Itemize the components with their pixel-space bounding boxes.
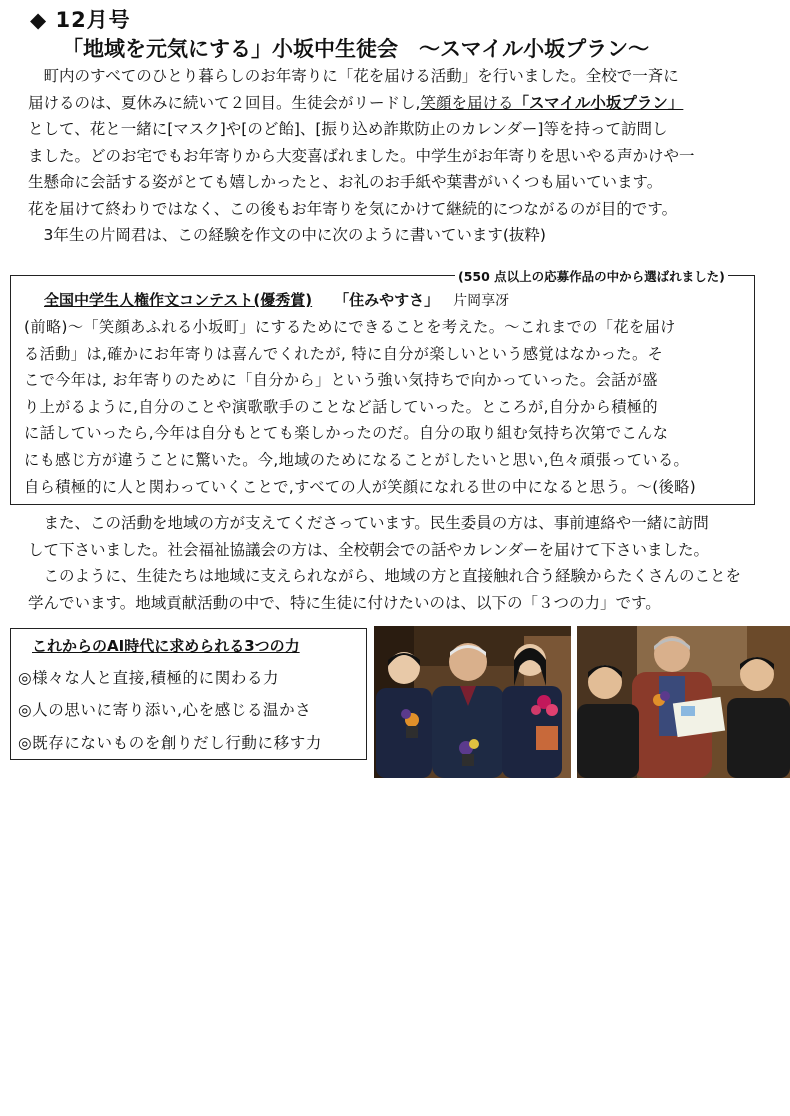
essay-line: にも感じ方が違うことに驚いた。今,地域のためになることがしたいと思い,色々頑張っている。 — [24, 450, 690, 469]
essay-title: 「住みやすさ」 — [334, 291, 440, 309]
intro-line — [28, 90, 758, 117]
essay-line: 自ら積極的に人と関わっていくことで,すべての人が笑顔になれる世の中になると思う。～(後略) — [24, 477, 697, 496]
closing-line: また、この活動を地域の方が支えてくださっています。民生委員の方は、事前連絡や一緒に訪問 — [28, 514, 709, 532]
essay-line: こで今年は, お年寄りのために「自分から」という強い気持ちで向かっていった。会話が盛 — [24, 371, 658, 390]
intro-line-text: 届けるのは、夏休みに続いて２回目。生徒会がリードし, — [28, 93, 421, 112]
closing-paragraph — [28, 510, 758, 616]
essay-heading — [44, 289, 509, 310]
essay-line: る活動」は,確かにお年寄りは喜んでくれたが, 特に自分が楽しいという感覚はなかった。そ — [24, 344, 664, 363]
plan-name: 「スマイル小坂プラン」 — [513, 93, 684, 112]
closing-line: して下さいました。社会福祉協議会の方は、全校朝会での話やカレンダーを届けて下さいました。 — [28, 540, 709, 559]
photo-students-with-elderly-man — [374, 626, 571, 778]
issue-month: ◆ 12月号 — [30, 8, 131, 32]
essay-body — [24, 314, 754, 500]
intro-line: として、花と一緒に[マスク]や[のど飴]、[振り込め詐欺防止のカレンダー]等を持って訪問し — [28, 120, 668, 138]
power-item: ◎様々な人と直接,積極的に関わる力 — [18, 669, 280, 687]
intro-line: 花を届けて終わりではなく、この後もお年寄りを気にかけて継続的につながるのが目的です。 — [28, 199, 678, 218]
essay-award: 全国中学生人権作文コンテスト(優秀賞) — [44, 291, 313, 309]
power-item: ◎人の思いに寄り添い,心を感じる温かさ — [18, 701, 312, 719]
essay-line: り上がるように,自分のことや演歌歌手のことなど話していった。ところが,自分から積極的 — [24, 397, 658, 416]
closing-line: このように、生徒たちは地域に支えられながら、地域の方と直接触れ合う経験からたくさんのことを — [28, 567, 742, 585]
essay-line: に話していったら,今年は自分もとても楽しかったのだ。自分の取り組む気持ち次第でこんな — [24, 424, 669, 443]
intro-line: 生懸命に会話する姿がとても嬉しかったと、お礼のお手紙や葉書がいくつも届いています。 — [28, 173, 663, 191]
power-item: ◎既存にないものを創りだし行動に移す力 — [18, 734, 322, 752]
intro-line: 町内のすべてのひとり暮らしのお年寄りに「花を届ける活動」を行いました。全校で一斉に — [28, 67, 679, 85]
essay-selection-note: (550 点以上の応募作品の中から選ばれました) — [455, 267, 728, 285]
intro-line: ました。どのお宅でもお年寄りから大変喜ばれました。中学生がお年寄りを思いやる声かけや一 — [28, 146, 695, 165]
essay-line: (前略)～「笑顔あふれる小坂町」にするためにできることを考えた。～これまでの「花を届け — [24, 318, 676, 336]
closing-line: 学んでいます。地域貢献活動の中で、特に生徒に付けたいのは、以下の「３つの力」です。 — [28, 593, 661, 612]
essay-author: 片岡享冴 — [453, 293, 510, 309]
three-powers-title: これからのAI時代に求められる3つの力 — [32, 637, 300, 655]
photo-students-with-elderly-woman — [577, 626, 790, 778]
smile-phrase: 笑顔を届ける — [420, 93, 514, 112]
intro-paragraph — [28, 63, 758, 249]
article-title: 「地域を元気にする」小坂中生徒会 ～スマイル小坂プラン～ — [62, 37, 650, 61]
intro-line: 3年生の片岡君は、この経験を作文の中に次のように書いています(抜粋) — [28, 226, 546, 244]
